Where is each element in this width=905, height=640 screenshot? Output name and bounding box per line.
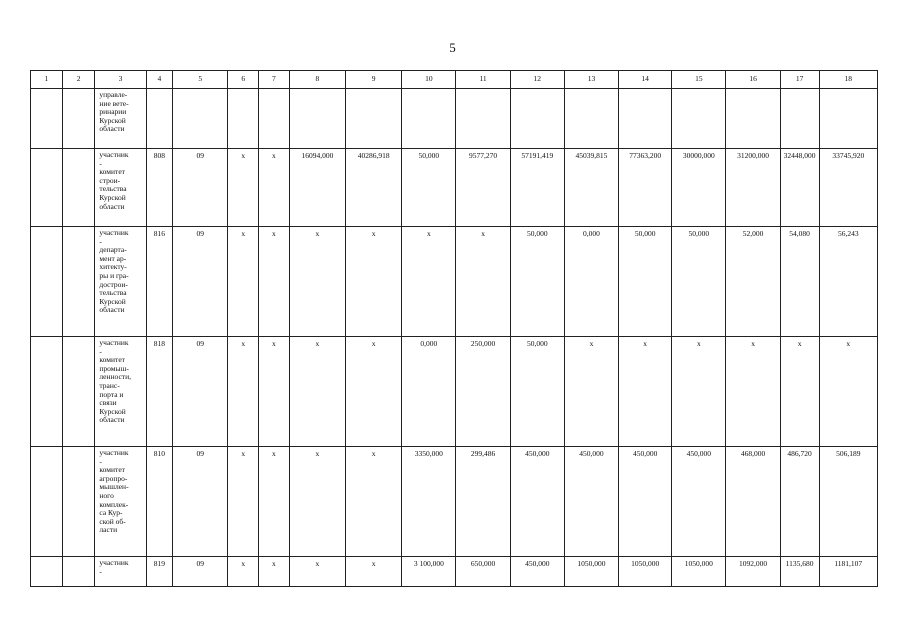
header-cell: 12 bbox=[510, 71, 564, 89]
header-cell: 17 bbox=[780, 71, 819, 89]
value-cell: x bbox=[346, 447, 402, 557]
table-row bbox=[31, 447, 878, 557]
value-cell: x bbox=[289, 557, 345, 587]
value-cell: 9577,270 bbox=[456, 149, 510, 227]
participant-name-cell: участник - департа- мент ар- хитекту- ры и гра- дострои- тельства Курской области bbox=[95, 227, 146, 337]
value-cell: 450,000 bbox=[672, 447, 726, 557]
value-cell: x bbox=[619, 337, 672, 447]
value-cell bbox=[173, 89, 228, 149]
value-cell: 56,243 bbox=[819, 227, 877, 337]
header-cell: 11 bbox=[456, 71, 510, 89]
value-cell bbox=[289, 89, 345, 149]
value-cell: x bbox=[564, 337, 618, 447]
value-cell bbox=[402, 89, 456, 149]
value-cell: 1092,000 bbox=[726, 557, 780, 587]
value-cell bbox=[146, 89, 173, 149]
value-cell: 1050,000 bbox=[619, 557, 672, 587]
value-cell: x bbox=[346, 337, 402, 447]
value-cell: 650,000 bbox=[456, 557, 510, 587]
value-cell: 09 bbox=[173, 557, 228, 587]
value-cell bbox=[564, 89, 618, 149]
value-cell bbox=[510, 89, 564, 149]
value-cell: 819 bbox=[146, 557, 173, 587]
value-cell: 810 bbox=[146, 447, 173, 557]
value-cell: 33745,920 bbox=[819, 149, 877, 227]
value-cell: 3350,000 bbox=[402, 447, 456, 557]
header-cell: 13 bbox=[564, 71, 618, 89]
value-cell: x bbox=[726, 337, 780, 447]
empty-cell bbox=[62, 557, 95, 587]
header-cell: 1 bbox=[31, 71, 63, 89]
value-cell bbox=[672, 89, 726, 149]
value-cell: 808 bbox=[146, 149, 173, 227]
value-cell: 818 bbox=[146, 337, 173, 447]
value-cell: x bbox=[819, 337, 877, 447]
header-cell: 7 bbox=[259, 71, 290, 89]
value-cell bbox=[780, 89, 819, 149]
table-row bbox=[31, 227, 878, 337]
value-cell: 1135,680 bbox=[780, 557, 819, 587]
header-cell: 8 bbox=[289, 71, 345, 89]
value-cell: 54,080 bbox=[780, 227, 819, 337]
value-cell: 1181,107 bbox=[819, 557, 877, 587]
value-cell: 450,000 bbox=[564, 447, 618, 557]
value-cell: 468,000 bbox=[726, 447, 780, 557]
header-cell: 4 bbox=[146, 71, 173, 89]
empty-cell bbox=[31, 227, 63, 337]
value-cell: 50,000 bbox=[510, 337, 564, 447]
empty-cell bbox=[31, 337, 63, 447]
value-cell: 32448,000 bbox=[780, 149, 819, 227]
value-cell: 40286,918 bbox=[346, 149, 402, 227]
header-cell: 5 bbox=[173, 71, 228, 89]
value-cell: 30000,000 bbox=[672, 149, 726, 227]
header-cell: 3 bbox=[95, 71, 146, 89]
value-cell: 09 bbox=[173, 227, 228, 337]
value-cell bbox=[228, 89, 259, 149]
value-cell: x bbox=[402, 227, 456, 337]
value-cell: x bbox=[346, 557, 402, 587]
header-cell: 9 bbox=[346, 71, 402, 89]
value-cell: 50,000 bbox=[510, 227, 564, 337]
empty-cell bbox=[62, 89, 95, 149]
value-cell: x bbox=[228, 337, 259, 447]
empty-cell bbox=[31, 447, 63, 557]
header-cell: 18 bbox=[819, 71, 877, 89]
value-cell: 09 bbox=[173, 337, 228, 447]
header-cell: 10 bbox=[402, 71, 456, 89]
value-cell: 1050,000 bbox=[564, 557, 618, 587]
empty-cell bbox=[62, 447, 95, 557]
participant-name-cell: управле- ние вете- ринарии Курской области bbox=[95, 89, 146, 149]
value-cell: 77363,200 bbox=[619, 149, 672, 227]
value-cell bbox=[726, 89, 780, 149]
value-cell: x bbox=[259, 447, 290, 557]
table-row bbox=[31, 149, 878, 227]
value-cell: x bbox=[228, 227, 259, 337]
value-cell: x bbox=[456, 227, 510, 337]
header-cell: 14 bbox=[619, 71, 672, 89]
participant-name-cell: участник - комитет агропро- мышлен- ного комплек- са Кур- ской об- ласти bbox=[95, 447, 146, 557]
table-body bbox=[31, 71, 878, 587]
value-cell: 450,000 bbox=[510, 447, 564, 557]
value-cell: x bbox=[780, 337, 819, 447]
empty-cell bbox=[62, 149, 95, 227]
table-row bbox=[31, 89, 878, 149]
value-cell bbox=[619, 89, 672, 149]
value-cell: 506,189 bbox=[819, 447, 877, 557]
value-cell: x bbox=[259, 149, 290, 227]
value-cell: 299,486 bbox=[456, 447, 510, 557]
value-cell: x bbox=[228, 149, 259, 227]
empty-cell bbox=[31, 149, 63, 227]
header-cell: 16 bbox=[726, 71, 780, 89]
participant-name-cell: участник - комитет строи- тельства Курской области bbox=[95, 149, 146, 227]
value-cell: 50,000 bbox=[402, 149, 456, 227]
value-cell: 816 bbox=[146, 227, 173, 337]
budget-table bbox=[30, 70, 878, 587]
participant-name-cell: участник - комитет промыш- ленности, транс- порта и связи Курской области bbox=[95, 337, 146, 447]
value-cell: x bbox=[259, 337, 290, 447]
empty-cell bbox=[62, 337, 95, 447]
value-cell: 0,000 bbox=[564, 227, 618, 337]
value-cell bbox=[819, 89, 877, 149]
value-cell: 50,000 bbox=[619, 227, 672, 337]
value-cell: x bbox=[228, 447, 259, 557]
value-cell: 50,000 bbox=[672, 227, 726, 337]
table-row bbox=[31, 337, 878, 447]
value-cell: 486,720 bbox=[780, 447, 819, 557]
empty-cell bbox=[62, 227, 95, 337]
value-cell: 45039,815 bbox=[564, 149, 618, 227]
value-cell bbox=[456, 89, 510, 149]
value-cell: 52,000 bbox=[726, 227, 780, 337]
value-cell: 16094,000 bbox=[289, 149, 345, 227]
value-cell: x bbox=[259, 557, 290, 587]
value-cell: 0,000 bbox=[402, 337, 456, 447]
value-cell: 09 bbox=[173, 447, 228, 557]
value-cell bbox=[259, 89, 290, 149]
value-cell: x bbox=[289, 227, 345, 337]
value-cell: 57191,419 bbox=[510, 149, 564, 227]
value-cell: 1050,000 bbox=[672, 557, 726, 587]
empty-cell bbox=[31, 557, 63, 587]
header-cell: 6 bbox=[228, 71, 259, 89]
value-cell: 31200,000 bbox=[726, 149, 780, 227]
value-cell: 450,000 bbox=[619, 447, 672, 557]
value-cell: x bbox=[346, 227, 402, 337]
value-cell: x bbox=[259, 227, 290, 337]
value-cell: 450,000 bbox=[510, 557, 564, 587]
value-cell: 09 bbox=[173, 149, 228, 227]
value-cell: x bbox=[228, 557, 259, 587]
value-cell: 3 100,000 bbox=[402, 557, 456, 587]
value-cell bbox=[346, 89, 402, 149]
value-cell: x bbox=[289, 337, 345, 447]
value-cell: x bbox=[672, 337, 726, 447]
value-cell: 250,000 bbox=[456, 337, 510, 447]
value-cell: x bbox=[289, 447, 345, 557]
header-cell: 2 bbox=[62, 71, 95, 89]
empty-cell bbox=[31, 89, 63, 149]
table-row bbox=[31, 557, 878, 587]
header-row bbox=[31, 71, 878, 89]
participant-name-cell: участник - bbox=[95, 557, 146, 587]
header-cell: 15 bbox=[672, 71, 726, 89]
page-number: 5 bbox=[449, 40, 456, 55]
